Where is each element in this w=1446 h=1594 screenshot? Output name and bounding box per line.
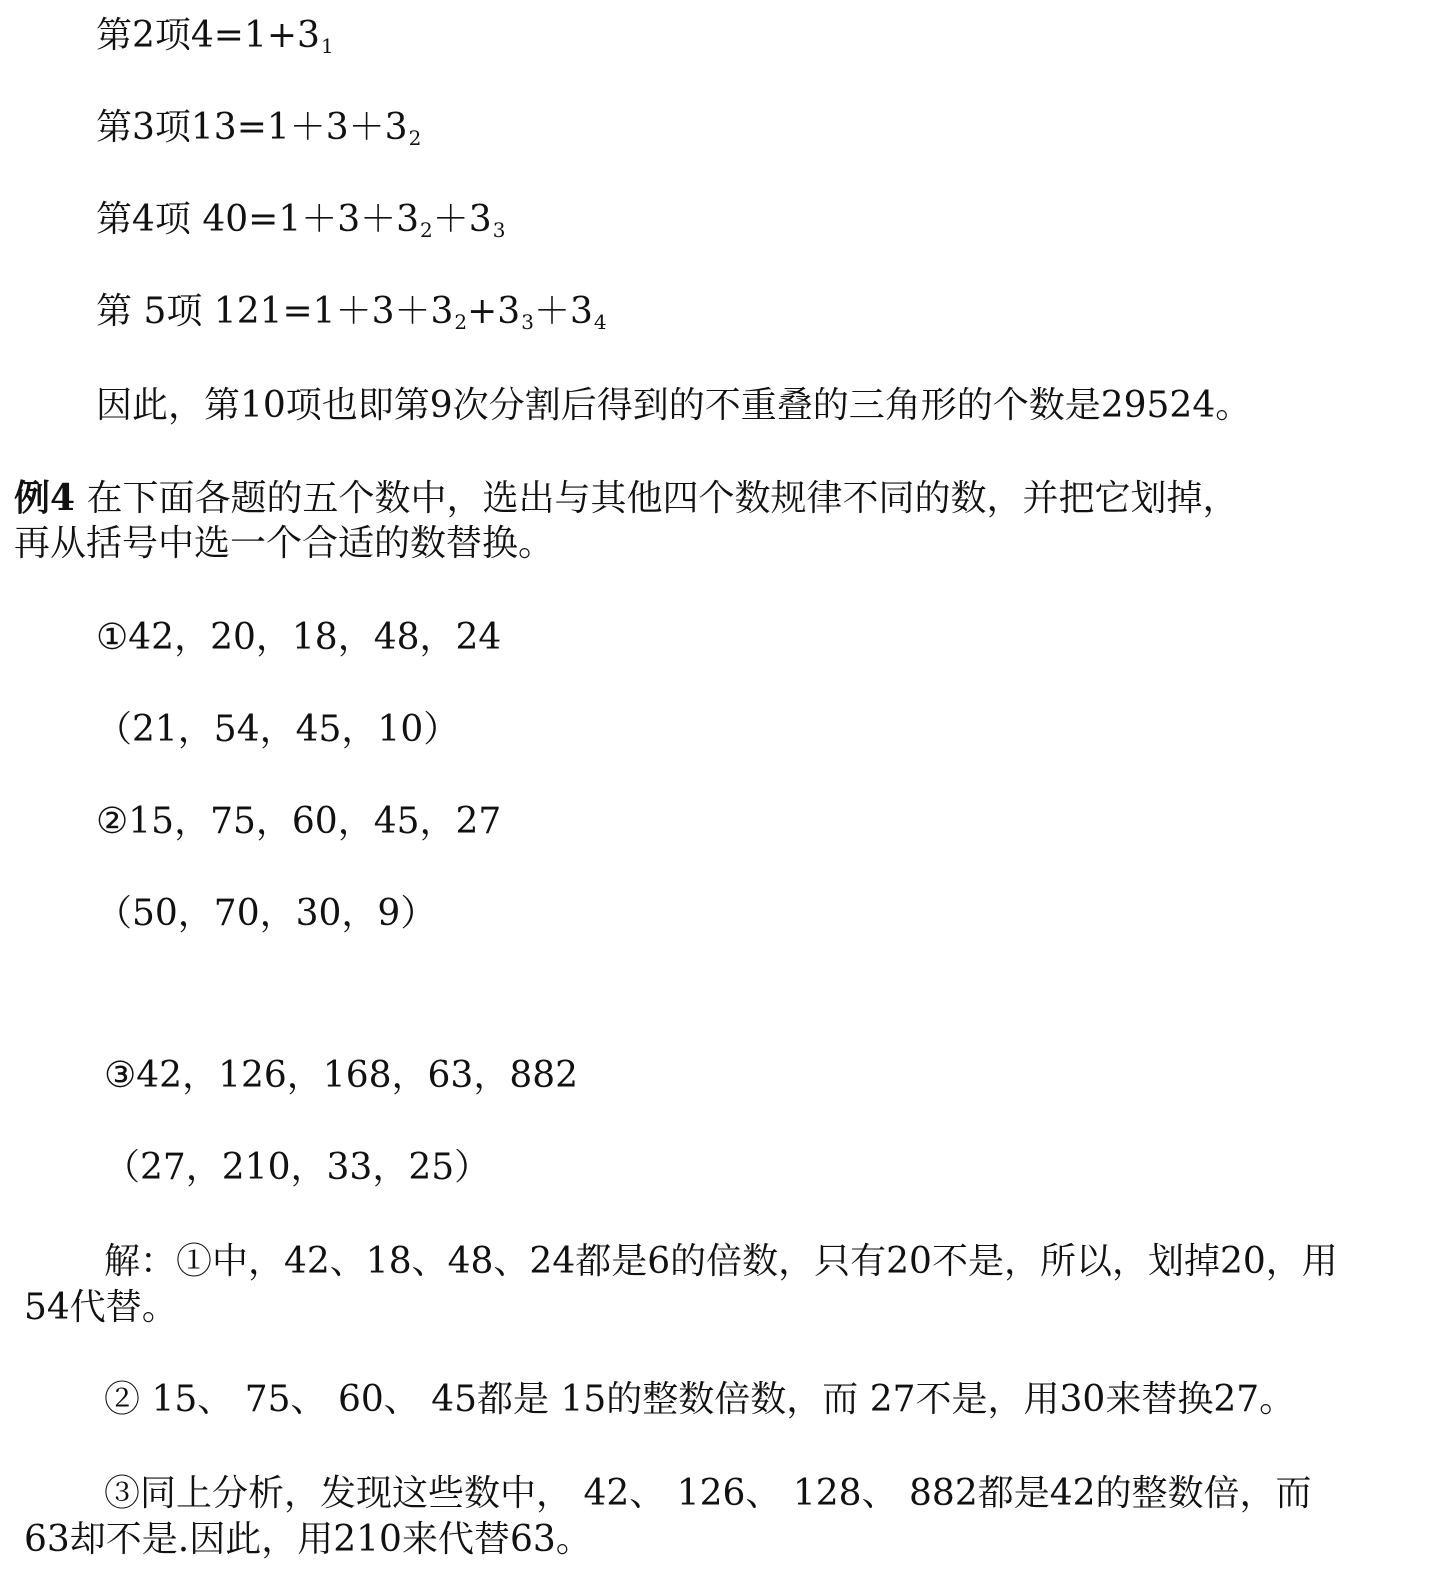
example-line-1 — [14, 476, 1239, 521]
term-4-sub-1: 2 — [420, 218, 433, 242]
term-5-plus-2: ＋3 — [533, 291, 593, 332]
example-text-1: 在下面各题的五个数中，选出与其他四个数规律不同的数，并把它划掉， — [86, 478, 1239, 519]
solution-1-line-2: 54代替。 — [24, 1287, 178, 1328]
term-4-text: 第4项 40=1＋3＋3 — [96, 199, 420, 240]
conclusion: 因此，第10项也即第9次分割后得到的不重叠的三角形的个数是29524。 — [96, 385, 1252, 426]
problem-1-choices: （21，54，45，10） — [96, 709, 460, 750]
example-line-2: 再从括号中选一个合适的数替换。 — [14, 523, 555, 564]
problem-2-choices: （50，70，30，9） — [96, 893, 437, 934]
problem-3: ③42，126，168，63，882 — [104, 1055, 579, 1096]
term-2 — [96, 14, 334, 68]
term-3-sub-1: 2 — [408, 126, 422, 150]
term-3-text: 第3项13=1＋3＋3 — [96, 107, 408, 148]
solution-2: ② 15、 75、 60、 45都是 15的整数倍数，而 27不是，用30来替换27。 — [104, 1379, 1296, 1420]
term-4-plus-1: ＋3 — [432, 199, 492, 240]
term-4 — [96, 198, 505, 252]
term-2-text: 第2项4=1+3 — [96, 15, 320, 56]
term-2-sub-1: 1 — [320, 34, 334, 58]
solution-1-line-1: 解：①中，42、18、48、24都是6的倍数，只有20不是，所以，划掉20，用 — [104, 1241, 1338, 1282]
solution-3-line-2: 63却不是.因此，用210来代替63。 — [24, 1519, 592, 1560]
term-4-sub-2: 3 — [492, 218, 506, 242]
example-label: 例4 — [14, 477, 76, 519]
problem-2: ②15，75，60，45，27 — [96, 801, 502, 842]
problem-3-choices: （27，210，33，25） — [104, 1147, 491, 1188]
term-5-text: 第 5项 121=1＋3＋3 — [96, 291, 454, 332]
solution-3-line-1: ③同上分析，发现这些数中， 42、 126、 128、 882都是42的整数倍，而 — [104, 1473, 1312, 1514]
term-5 — [96, 290, 607, 344]
term-5-sub-1: 2 — [454, 310, 468, 334]
term-5-sub-2: 3 — [521, 310, 534, 334]
term-5-plus-1: +3 — [467, 291, 521, 332]
term-5-sub-3: 4 — [593, 310, 607, 334]
term-3 — [96, 106, 421, 160]
problem-1: ①42，20，18，48，24 — [96, 617, 502, 658]
